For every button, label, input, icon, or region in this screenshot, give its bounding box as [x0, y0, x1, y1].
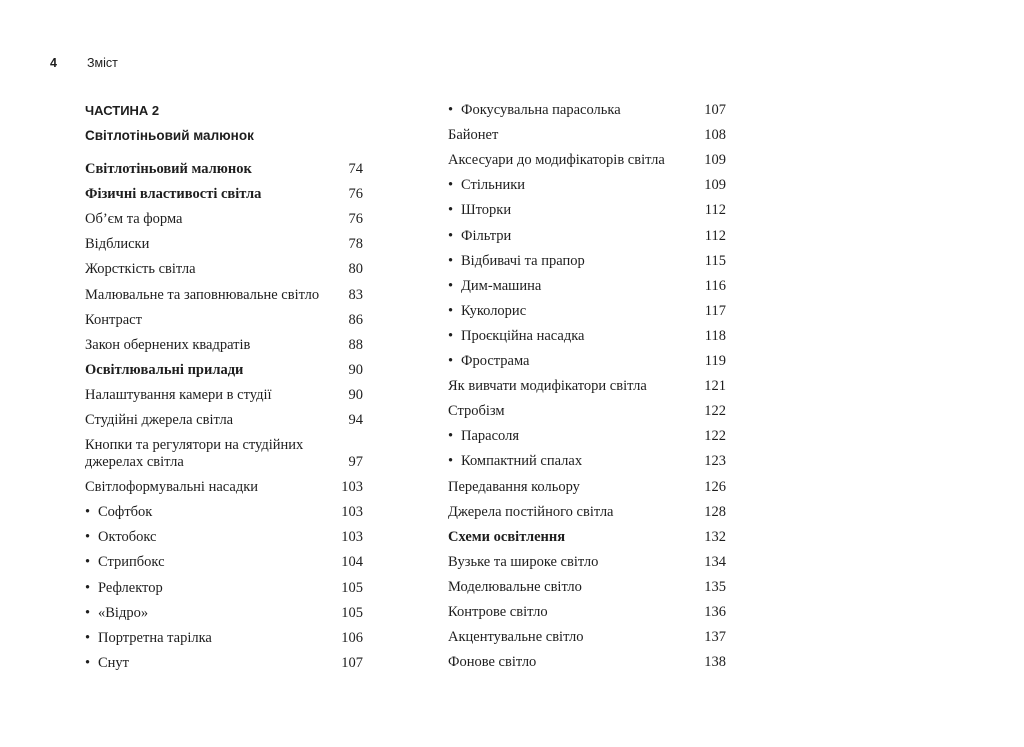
- toc-entry: [85, 308, 363, 333]
- toc-entry-page: 105: [341, 579, 363, 596]
- section-title: Зміст: [87, 56, 118, 70]
- toc-entry-text: Кнопки та регулятори на студійних джерелах світла: [85, 437, 304, 471]
- toc-entry-text: Жорсткість світла: [85, 261, 196, 278]
- toc-entry-page: 76: [348, 211, 363, 228]
- toc-entry-page: 134: [704, 553, 726, 570]
- toc-entry-title: [448, 604, 696, 621]
- toc-entry-title: [448, 654, 696, 671]
- bullet-icon: •: [448, 252, 454, 269]
- bullet-icon: •: [85, 604, 91, 621]
- toc-entry: [85, 333, 363, 358]
- toc-entry: [85, 651, 363, 676]
- toc-entry-title: [85, 655, 333, 672]
- toc-entry-title: [448, 428, 696, 445]
- toc-entry: [85, 500, 363, 525]
- toc-entry-title: [448, 202, 696, 219]
- toc-entry-page: 90: [348, 386, 363, 403]
- toc-entry-page: 108: [704, 127, 726, 144]
- toc-entry: [448, 550, 726, 575]
- toc-entry-text: Фонове світло: [448, 654, 537, 671]
- toc-entry: [448, 198, 726, 223]
- toc-entry-text: Компактний спалах: [461, 453, 583, 470]
- bullet-icon: •: [448, 177, 454, 194]
- toc-entry-text: Акцентувальне світло: [448, 629, 584, 646]
- toc-entry-text: Октобокс: [98, 529, 157, 546]
- toc-entry-title: [448, 629, 696, 646]
- toc-entry: [85, 232, 363, 257]
- toc-entry-page: 126: [704, 478, 726, 495]
- toc-entry: [85, 626, 363, 651]
- toc-entry-title: [448, 253, 696, 270]
- toc-entry-text: Моделювальне світло: [448, 578, 582, 595]
- bullet-icon: •: [448, 227, 454, 244]
- part-title: Світлотіньовий малюнок: [85, 128, 254, 143]
- toc-entry-text: Дим-машина: [461, 277, 542, 294]
- toc-entry-title: [448, 152, 696, 169]
- toc-entry-title: [448, 228, 696, 245]
- toc-entry-text: Байонет: [448, 127, 499, 144]
- toc-entry-text: Фізичні властивості світла: [85, 186, 262, 203]
- toc-entry: [448, 525, 726, 550]
- toc-entry-page: 104: [341, 554, 363, 571]
- toc-entry-title: [85, 312, 333, 329]
- toc-entry-page: 137: [704, 629, 726, 646]
- toc-entry-title: [448, 353, 696, 370]
- page-number: 4: [50, 56, 57, 70]
- toc-entry: [448, 500, 726, 525]
- toc-entry-title: [85, 186, 333, 203]
- toc-entry-title: [448, 127, 696, 144]
- toc-entry-page: 123: [704, 453, 726, 470]
- toc-entry: [85, 383, 363, 408]
- toc-entry: [448, 424, 726, 449]
- toc-entry-page: 78: [348, 236, 363, 253]
- toc-entry: [448, 600, 726, 625]
- toc-entry-title: [448, 504, 696, 521]
- toc-entry-title: [85, 412, 333, 429]
- toc-entry: [85, 157, 363, 182]
- toc-entry-title: [448, 303, 696, 320]
- toc-entry-page: 119: [704, 353, 726, 370]
- bullet-icon: •: [448, 327, 454, 344]
- toc-entry-title: [85, 261, 333, 278]
- toc-column-right: [448, 98, 726, 675]
- toc-entry-text: Відблиски: [85, 236, 150, 253]
- toc-entry: [448, 625, 726, 650]
- toc-entry: [448, 274, 726, 299]
- toc-entry-text: Фільтри: [461, 227, 512, 244]
- toc-entry-page: 103: [341, 529, 363, 546]
- toc-list-right: [448, 98, 726, 675]
- bullet-icon: •: [448, 202, 454, 219]
- toc-entry-text: Відбивачі та прапор: [461, 252, 585, 269]
- toc-entry-title: [85, 362, 333, 379]
- toc-entry-page: 122: [704, 403, 726, 420]
- toc-entry: [85, 575, 363, 600]
- toc-entry: [85, 358, 363, 383]
- toc-entry-title: [448, 278, 696, 295]
- toc-entry-page: 116: [704, 277, 726, 294]
- toc-entry-text: Схеми освітлення: [448, 528, 566, 545]
- toc-entry-title: [448, 328, 696, 345]
- toc-entry-text: Снут: [98, 654, 130, 671]
- toc-entry-text: Рефлектор: [98, 579, 163, 596]
- bullet-icon: •: [85, 654, 91, 671]
- toc-entry-text: Портретна тарілка: [98, 629, 212, 646]
- toc-entry-text: Передавання кольору: [448, 478, 580, 495]
- toc-entry: [448, 374, 726, 399]
- toc-entry: [448, 173, 726, 198]
- bullet-icon: •: [85, 554, 91, 571]
- bullet-icon: •: [448, 428, 454, 445]
- toc-entry: [448, 299, 726, 324]
- toc-entry: [85, 207, 363, 232]
- toc-entry-text: Фрострама: [461, 353, 530, 370]
- toc-entry-title: [85, 337, 333, 354]
- toc-entry-text: Парасоля: [461, 428, 519, 445]
- toc-entry-text: Налаштування камери в студії: [85, 386, 272, 403]
- toc-entry-text: Малювальне та заповнювальне світло: [85, 286, 320, 303]
- toc-entry-page: 136: [704, 603, 726, 620]
- toc-entry: [85, 433, 363, 475]
- toc-entry-title: [448, 102, 696, 119]
- toc-entry-page: 97: [348, 454, 363, 471]
- toc-entry-text: Софтбок: [98, 504, 153, 521]
- bullet-icon: •: [85, 529, 91, 546]
- toc-entry-text: Як вивчати модифікатори світла: [448, 378, 647, 395]
- toc-entry-text: Студійні джерела світла: [85, 412, 234, 429]
- toc-entry-text: Вузьке та широке світло: [448, 553, 599, 570]
- toc-entry: [448, 249, 726, 274]
- toc-entry-title: [85, 605, 333, 622]
- toc-entry-page: 118: [704, 327, 726, 344]
- toc-entry-title: [85, 211, 333, 228]
- toc-entry-page: 135: [704, 578, 726, 595]
- toc-entry-title: [85, 236, 333, 253]
- toc-entry: [448, 324, 726, 349]
- toc-entry-page: 94: [348, 412, 363, 429]
- toc-entry: [85, 182, 363, 207]
- toc-entry-title: [85, 161, 333, 178]
- toc-entry-title: [85, 287, 333, 304]
- toc-entry-title: [85, 387, 333, 404]
- toc-entry-page: 112: [704, 202, 726, 219]
- toc-entry-page: 121: [704, 378, 726, 395]
- bullet-icon: •: [85, 579, 91, 596]
- toc-entry: [85, 282, 363, 307]
- toc-entry-title: [85, 504, 333, 521]
- toc-entry: [448, 575, 726, 600]
- toc-list-left: [85, 157, 363, 676]
- bullet-icon: •: [85, 629, 91, 646]
- toc-entry-page: 103: [341, 479, 363, 496]
- toc-entry-text: Джерела постійного світла: [448, 503, 614, 520]
- toc-entry-title: [448, 554, 696, 571]
- bullet-icon: •: [85, 504, 91, 521]
- toc-entry-title: [448, 403, 696, 420]
- toc-entry-page: 109: [704, 177, 726, 194]
- toc-entry-title: [448, 177, 696, 194]
- toc-entry: [85, 550, 363, 575]
- toc-entry-text: Світлоформувальні насадки: [85, 479, 259, 496]
- toc-entry-page: 109: [704, 152, 726, 169]
- toc-entry-title: [85, 437, 333, 471]
- toc-entry-page: 115: [704, 252, 726, 269]
- toc-entry-title: [85, 529, 333, 546]
- bullet-icon: •: [448, 102, 454, 119]
- bullet-icon: •: [448, 353, 454, 370]
- toc-entry-page: 107: [341, 654, 363, 671]
- toc-entry-page: 112: [704, 227, 726, 244]
- toc-entry: [85, 601, 363, 626]
- toc-entry-page: 138: [704, 654, 726, 671]
- toc-entry: [448, 223, 726, 248]
- toc-entry: [85, 525, 363, 550]
- toc-entry-page: 74: [348, 161, 363, 178]
- toc-entry-page: 106: [341, 629, 363, 646]
- toc-entry-text: Проєкційна насадка: [461, 327, 585, 344]
- toc-entry-page: 80: [348, 261, 363, 278]
- toc-entry: [448, 650, 726, 675]
- toc-entry-title: [448, 579, 696, 596]
- toc-entry-text: Освітлювальні прилади: [85, 361, 244, 378]
- toc-entry-text: «Відро»: [98, 604, 149, 621]
- toc-entry-text: Куколорис: [461, 302, 527, 319]
- toc-entry-page: 132: [704, 528, 726, 545]
- toc-entry-page: 105: [341, 604, 363, 621]
- toc-entry-text: Контрове світло: [448, 603, 548, 620]
- bullet-icon: •: [448, 277, 454, 294]
- toc-entry-title: [448, 529, 696, 546]
- toc-entry: [448, 98, 726, 123]
- toc-entry-text: Стільники: [461, 177, 526, 194]
- toc-entry: [85, 408, 363, 433]
- toc-entry: [448, 449, 726, 474]
- toc-entry-text: Шторки: [461, 202, 512, 219]
- toc-entry-page: 90: [348, 361, 363, 378]
- toc-entry-text: Аксесуари до модифікаторів світла: [448, 152, 665, 169]
- toc-entry-text: Світлотіньовий малюнок: [85, 161, 252, 178]
- toc-entry-page: 88: [348, 336, 363, 353]
- toc-entry-text: Стробізм: [448, 403, 505, 420]
- bullet-icon: •: [448, 453, 454, 470]
- toc-entry: [85, 475, 363, 500]
- bullet-icon: •: [448, 302, 454, 319]
- toc-entry: [448, 399, 726, 424]
- toc-entry-page: 128: [704, 503, 726, 520]
- toc-entry-title: [448, 453, 696, 470]
- toc-entry-page: 86: [348, 311, 363, 328]
- toc-entry-page: 117: [704, 302, 726, 319]
- toc-entry-title: [85, 630, 333, 647]
- toc-entry-title: [448, 378, 696, 395]
- toc-column-left: [85, 98, 363, 676]
- part-label: ЧАСТИНА 2: [85, 103, 160, 118]
- toc-entry: [85, 257, 363, 282]
- toc-entry-text: Закон обернених квадратів: [85, 336, 251, 353]
- toc-entry-text: Об’єм та форма: [85, 211, 183, 228]
- page-header: [50, 56, 118, 70]
- toc-entry-page: 107: [704, 102, 726, 119]
- toc-entry-text: Контраст: [85, 311, 142, 328]
- toc-entry-title: [85, 479, 333, 496]
- toc-entry-title: [448, 479, 696, 496]
- toc-entry-page: 76: [348, 186, 363, 203]
- toc-entry-page: 83: [348, 286, 363, 303]
- toc-entry-text: Стрипбокс: [98, 554, 165, 571]
- toc-entry: [448, 148, 726, 173]
- toc-entry-page: 103: [341, 504, 363, 521]
- toc-entry-title: [85, 580, 333, 597]
- toc-entry-text: Фокусувальна парасолька: [461, 102, 621, 119]
- toc-entry: [448, 474, 726, 499]
- toc-entry: [448, 349, 726, 374]
- toc-entry-page: 122: [704, 428, 726, 445]
- toc-entry-title: [85, 554, 333, 571]
- toc-entry: [448, 123, 726, 148]
